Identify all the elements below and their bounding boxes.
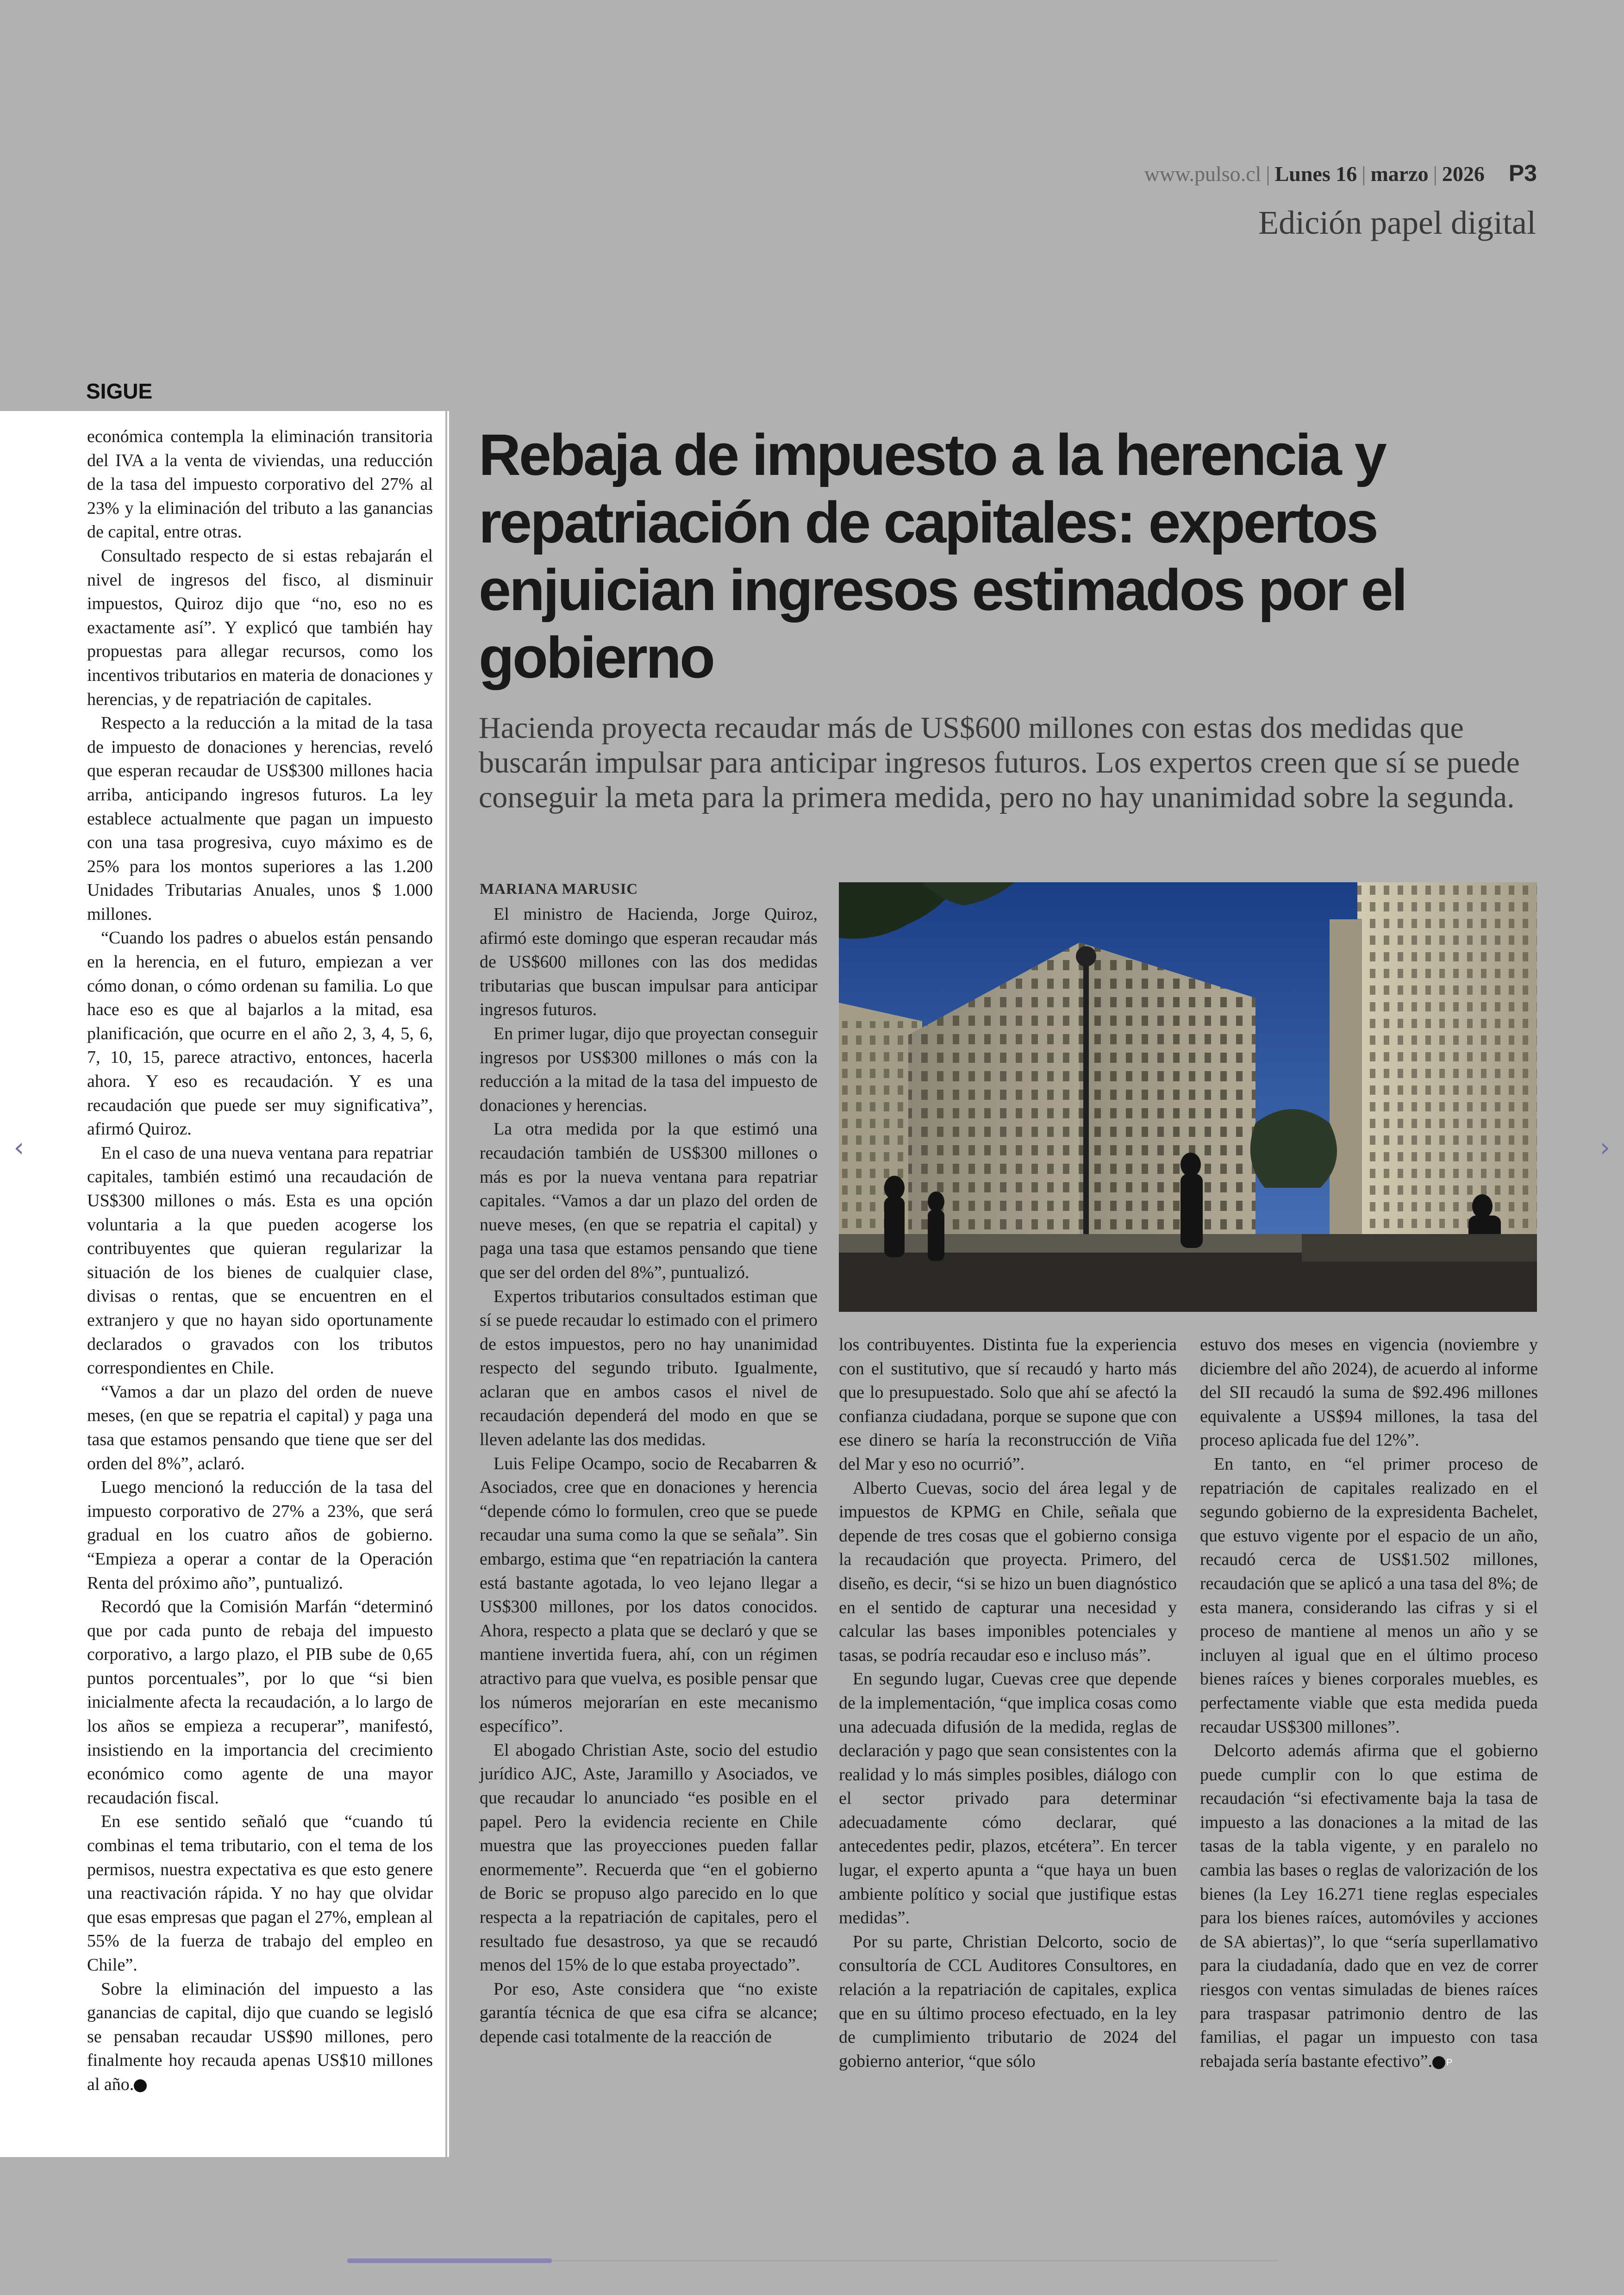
- paragraph: Luis Felipe Ocampo, socio de Recabarren & Asociados, cree que en donaciones y herencia “depende cómo lo formulen, creo que se puede recaudar una suma como la que se señala”. Sin embargo, estima que “en repatriación la cantera está bastante agotada, lo veo lejano llegar a US$300 millones, por los datos conocidos. Ahora, respecto a plata que se declaró y que se mantiene invertida fuera, ahí, con un régimen atractivo para que vuelva, es posible pensar que los números mejorarían en este mecanismo específico”.: [480, 1453, 818, 1736]
- paragraph: Expertos tributarios consultados estiman que sí se puede recaudar lo estimado con el primero de estos impuestos, pero no hay unanimidad respecto del segundo tributo. Igualmente, aclaran que en ambos casos el nivel de recaudación dependerá del modo en que se lleven adelante las dos medidas.: [480, 1286, 818, 1450]
- prev-page-button[interactable]: ‹: [13, 1133, 25, 1163]
- edition-label: Edición papel digital: [1258, 204, 1536, 241]
- article-photo: [839, 882, 1537, 1312]
- article-column-1: [480, 903, 818, 2049]
- byline: MARIANA MARUSIC: [480, 881, 638, 898]
- article-subtitle: Hacienda proyecta recaudar más de US$600 millones con estas dos medidas que buscarán impulsar para anticipar ingresos futuros. Los expertos creen que sí se puede conseguir la meta para la primera medida, pero no hay unanimidad sobre la segunda.: [479, 711, 1520, 814]
- article-column-3: [1200, 1333, 1538, 2073]
- paragraph: “Cuando los padres o abuelos están pensando en la herencia, en el futuro, empiezan a ver cómo donan, o cómo ordenan su familia. Lo que hace eso es que al bajarlos a la mitad, esa planificación, que ocurre en el año 2, 3, 4, 5, 6, 7, 10, 15, parece atractivo, entonces, hacerla ahora. Y eso es recaudación. Y es una recaudación que puede ser muy significativa”, afirmó Quiroz.: [87, 928, 433, 1139]
- column-divider: [445, 411, 447, 2157]
- paragraph: Alberto Cuevas, socio del área legal y de impuestos de KPMG en Chile, señala que depende de tres cosas que el gobierno consiga la recaudación que proyecta. Primero, del diseño, es decir, “si se hizo un buen diagnóstico en el sentido de capturar una necesidad y calcular las bases imponibles potenciales y tasas, se podría recaudar eso e incluso más”.: [839, 1478, 1177, 1665]
- plaza-buildings-image: [839, 882, 1537, 1312]
- progress-fill: [347, 2258, 552, 2263]
- page-number: P3: [1508, 160, 1537, 186]
- paragraph-last: [1200, 1739, 1538, 2073]
- next-page-button[interactable]: ›: [1599, 1133, 1611, 1163]
- paragraph: Luego mencionó la reducción de la tasa del impuesto corporativo de 27% a 23%, que será gradual en los cuatro años de gobierno. “Empieza a operar a contar de la Operación Renta del próximo año”, puntualizó.: [87, 1478, 433, 1593]
- paragraph: Respecto a la reducción a la mitad de la tasa de impuesto de donaciones y herencias, reveló que esperan recaudar de US$300 millones hacia arriba, anticipando ingresos futuros. La ley establece actualmente que pagan un impuesto con una tasa progresiva, cuyo máximo es de 25% para los montos superiores a las 1.200 Unidades Tributarias Anuales, unos $ 1.000 millones.: [87, 713, 433, 924]
- section-label: SIGUE: [86, 379, 153, 403]
- end-mark-icon: P: [1432, 2056, 1445, 2069]
- paragraph: El abogado Christian Aste, socio del estudio jurídico AJC, Aste, Jaramillo y Asociados, ve que recaudar lo anunciado “es posible en el papel. Pero la evidencia reciente en Chile muestra que las proyecciones pueden fallar enormemente”. Recuerda que “en el gobierno de Boric se propuso algo parecido en lo que respecta a la repatriación de capitales, pero el resultado fue desastroso, ya que se recaudó menos del 15% de lo que estaba proyectado”.: [480, 1740, 818, 1975]
- issue-day: Lunes 16: [1274, 162, 1357, 186]
- paragraph: En tanto, en “el primer proceso de repatriación de capitales realizado en el segundo gobierno de la expresidenta Bachelet, que estuvo vigente por el espacio de un año, recaudó cerca de US$1.502 millones, recaudación que se aplicó a una tasa del 8%; de esta manera, considerando las cifras y si el proceso de mantiene al menos un año y se incluyen al igual que en el último proceso bienes raíces y bienes corporales muebles, es perfectamente viable que esta medida pueda recaudar US$300 millones”.: [1200, 1454, 1538, 1737]
- site-url[interactable]: www.pulso.cl: [1144, 162, 1262, 186]
- paragraph: Consultado respecto de si estas rebajarán el nivel de ingresos del fisco, al disminuir impuestos, Quiroz dijo que “no, eso no es exactamente así”. Y explicó que también hay propuestas para allegar recursos, como los incentivos tributarios en materia de donaciones y herencias, y de repatriación de capitales.: [87, 546, 433, 709]
- paragraph: estuvo dos meses en vigencia (noviembre y diciembre del año 2024), de acuerdo al informe del SII recaudó la suma de $92.496 millones equivalente a US$94 millones, la tasa del proceso aplicada fue del 12%”.: [1200, 1335, 1538, 1450]
- paragraph: “Vamos a dar un plazo del orden de nueve meses, (en que se repatria el capital) y paga una tasa que estamos pensando que tiene que ser del orden del 8%”, aclaró.: [87, 1382, 433, 1473]
- paragraph: Recordó que la Comisión Marfán “determinó que por cada punto de rebaja del impuesto corporativo, a largo plazo, el PIB sube de 0,65 puntos porcentuales”, por lo que “si bien inicialmente afecta la recaudación, a lo largo de los años se empieza a recuperar”, manifestó, insistiendo en la importancia del crecimiento económico como agente de una mayor recaudación fiscal.: [87, 1597, 433, 1808]
- paragraph: Por eso, Aste considera que “no existe garantía técnica de que esa cifra se alcance; depende casi totalmente de la reacción de: [480, 1979, 818, 2046]
- paragraph: En el caso de una nueva ventana para repatriar capitales, también estimó una recaudación de US$300 millones o más. Esta es una opción voluntaria a la que pueden acogerse los contribuyentes que quieran regularizar la situación de los bienes de cualquier clase, divisas o rentas, que se encuentren en el extranjero y que no hayan sido oportunamente declarados o gravados con los tributos correspondientes en Chile.: [87, 1143, 433, 1378]
- paragraph-last: [87, 1977, 433, 2097]
- paragraph: En segundo lugar, Cuevas cree que depende de la implementación, “que implica cosas como una adecuada difusión de la medida, reglas de declaración y pago que sean consistentes con la realidad y lo más simples posibles, diálogo con el sector privado para determinar adecuadamente cómo declarar, qué antecedentes pedir, plazos, etcétera”. En tercer lugar, el experto apunta a “que haya un buen ambiente político y social que justifique estas medidas”.: [839, 1669, 1177, 1928]
- article-column-2: [839, 1333, 1177, 2073]
- paragraph: económica contempla la eliminación transitoria del IVA a la venta de viviendas, una reducción de la tasa del impuesto corporativo del 27% al 23% y la eliminación del tributo a las ganancias de capital, entre otras.: [87, 427, 433, 542]
- separator: |: [1433, 162, 1437, 186]
- issue-year: 2026: [1442, 162, 1485, 186]
- article-headline: Rebaja de impuesto a la herencia y repatriación de capitales: expertos enjuician ingresos estimados por el gobierno: [479, 422, 1406, 690]
- paragraph: En primer lugar, dijo que proyectan conseguir ingresos por US$300 millones o más con la reducción a la mitad de la tasa del impuesto de donaciones y herencias.: [480, 1023, 818, 1115]
- paragraph: Por su parte, Christian Delcorto, socio de consultoría de CCL Auditores Consultores, en relación a la repatriación de capitales, explica que en su último proceso efectuado, en la ley de cumplimiento tributario de 2024 del gobierno anterior, “que sólo: [839, 1932, 1177, 2071]
- end-mark-icon: P: [134, 2079, 147, 2092]
- paragraph-text: Sobre la eliminación del impuesto a las ganancias de capital, dijo que cuando se legisló se pensaban recaudar US$90 millones, pero finalmente hoy recauda apenas US$10 millones al año.: [87, 1979, 433, 2094]
- paragraph: los contribuyentes. Distinta fue la experiencia con el sustitutivo, que sí recaudó y harto más que lo presupuestado. Solo que ahí se afectó la confianza ciudadana, porque se supone que con ese dinero se haría la reconstrucción de Viña del Mar y eso no ocurrió”.: [839, 1335, 1177, 1474]
- left-column: [87, 425, 433, 2097]
- paragraph: En ese sentido señaló que “cuando tú combinas el tema tributario, con el tema de los permisos, nuestra expectativa es que esto genere una reactivación rápida. Y no hay que olvidar que esas empresas que pagan el 27%, emplean al 55% de la fuerza de trabajo del empleo en Chile”.: [87, 1812, 433, 1975]
- issue-info: [1144, 160, 1537, 187]
- separator: |: [1362, 162, 1366, 186]
- issue-month: marzo: [1370, 162, 1429, 186]
- paragraph: El ministro de Hacienda, Jorge Quiroz, afirmó este domingo que esperan recaudar más de US$600 millones con las dos medidas tributarias que buscan impulsar para anticipar ingresos futuros.: [480, 904, 818, 1020]
- paragraph-text: Delcorto además afirma que el gobierno puede cumplir con lo que estima de recaudación “si efectivamente baja la tasa de impuesto a las donaciones a la mitad de las tasas de la tabla vigente, y en paralelo no cambia las bases o reglas de valorización de los bienes (la Ley 16.271 tiene reglas especiales para los bienes raíces, automóviles y acciones de SA abiertas)”, lo que “sería superllamativo para la ciudadanía, dado que en vez de correr riesgos con ventas simuladas de bienes raíces para traspasar patrimonio dentro de las familias, el pagar un impuesto con tasa rebajada sería bastante efectivo”.: [1200, 1741, 1538, 2071]
- paragraph: La otra medida por la que estimó una recaudación también de US$300 millones o más es por la nueva ventana para repatriar capitales. “Vamos a dar un plazo del orden de nueve meses, (en que se repatria el capital) y paga una tasa que estamos pensando que tiene que ser del orden del 8%”, puntualizó.: [480, 1119, 818, 1282]
- separator: |: [1266, 162, 1270, 186]
